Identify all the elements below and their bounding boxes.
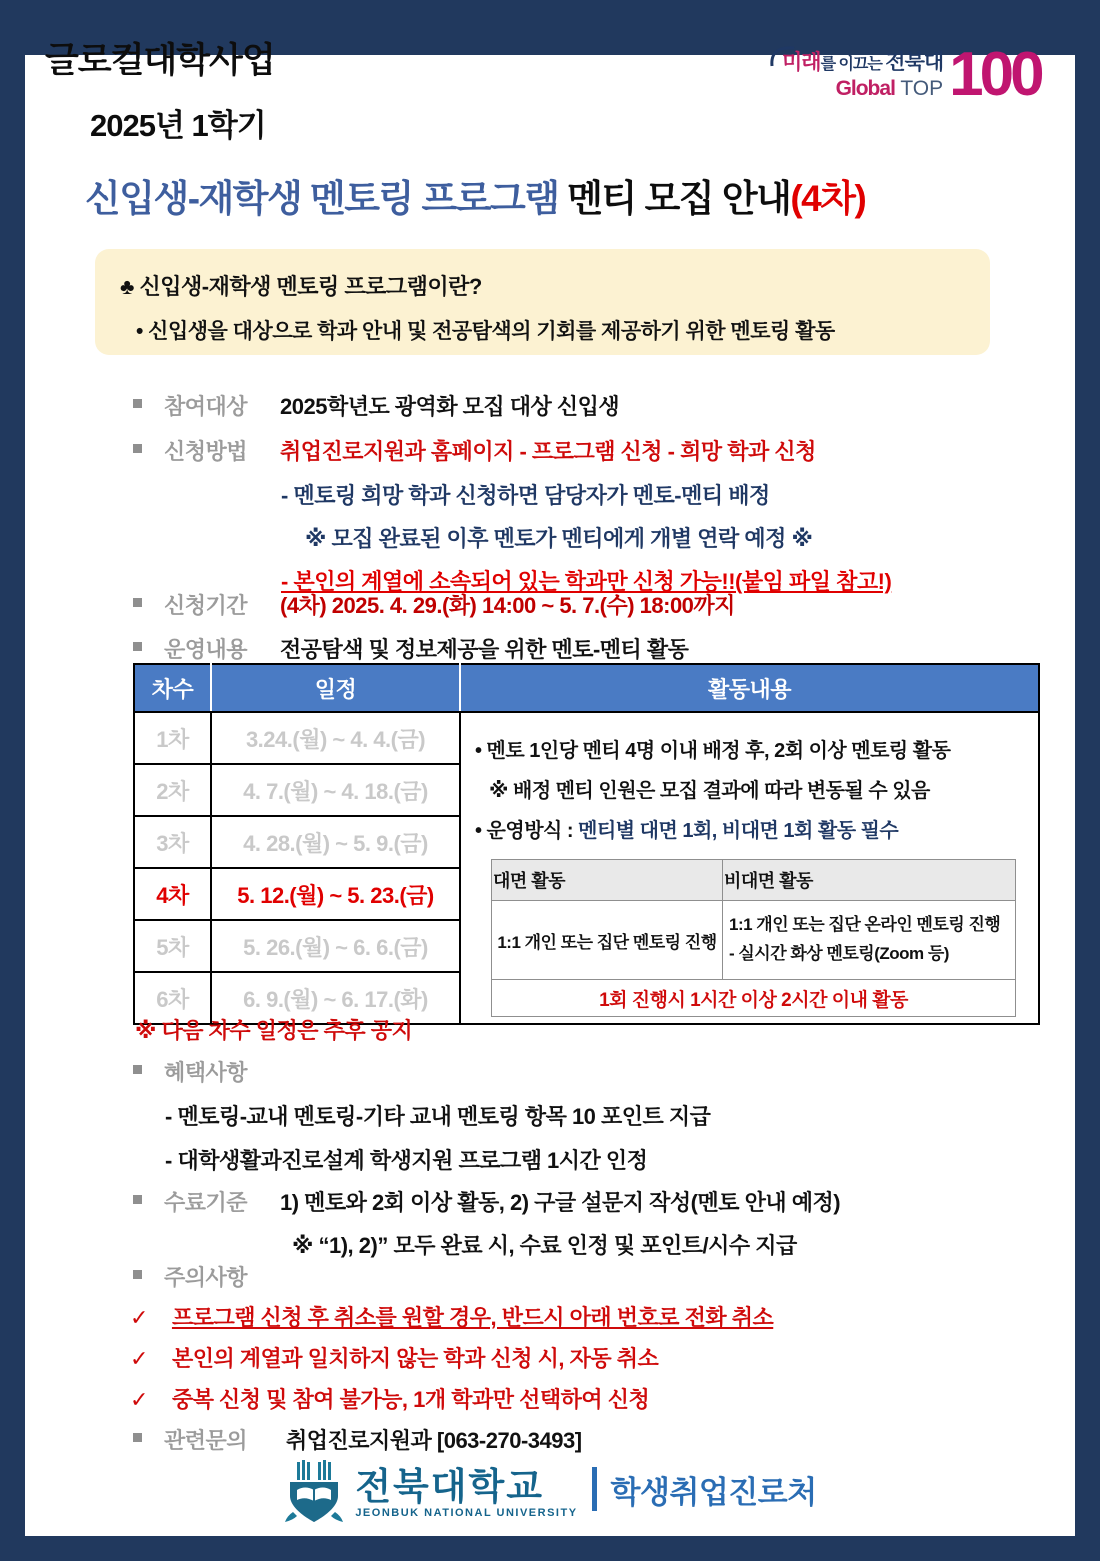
completion-subline: ※ “1), 2)” 모두 완료 시, 수료 인정 및 포인트/시수 지급 [292,1233,797,1258]
period-cell: 4. 7.(월) ~ 4. 18.(금) [211,764,460,816]
info-row-method [133,435,816,466]
col-header-round: 차수 [134,664,211,712]
activity-cell [460,712,1039,1024]
caution-line-1: ✓ 프로그램 신청 후 취소를 원할 경우, 반드시 아래 번호로 전화 취소 [130,1305,774,1330]
university-name-block [355,1465,578,1519]
logo-number-100: 100 [949,40,1041,109]
round-cell: 4차 [134,868,211,920]
period-cell: 5. 26.(월) ~ 6. 6.(금) [211,920,460,972]
footer-divider [592,1467,597,1511]
method-label: 신청방법 [164,439,248,464]
activity-type-footer-row [492,980,1016,1017]
method-subline-3: - 본인의 계열에 소속되어 있는 학과만 신청 가능!!(붙임 파일 참고!) [281,569,892,594]
square-bullet-icon [133,444,142,453]
square-bullet-icon [133,399,142,408]
caution-label: 주의사항 [164,1265,248,1290]
target-label: 참여대상 [164,394,248,419]
period-cell: 6. 9.(월) ~ 6. 17.(화) [211,972,460,1024]
intro-body: • 신입생을 대상으로 학과 안내 및 전공탐색의 기회를 제공하기 위한 멘토링 활동 [136,320,835,343]
benefit-label: 혜택사항 [164,1060,248,1085]
program-name: 글로컬대학사업 [45,41,275,80]
online-cell [723,901,1016,980]
activity-type-header-row [492,860,1016,901]
university-name-kr: 전북대학교 [355,1465,545,1507]
page-title [85,168,865,222]
schedule-header-row [134,664,1039,712]
method-subline-1: - 멘토링 희망 학과 신청하면 담당자가 멘토-멘티 배정 [281,483,770,508]
target-value: 2025학년도 광역화 모집 대상 신입생 [280,394,620,419]
period-value: (4차) 2025. 4. 29.(화) 14:00 ~ 5. 7.(수) 18:00까지 [280,593,735,618]
completion-label: 수료기준 [164,1190,248,1215]
info-row-target [133,390,619,421]
frame-bottom [0,1536,1100,1561]
period-cell: 3.24.(월) ~ 4. 4.(금) [211,712,460,764]
title-recruit-part: 멘티 모집 안내 [558,178,791,219]
benefit-line-1: - 멘토링-교내 멘토링-기타 교내 멘토링 항목 10 포인트 지급 [165,1104,711,1129]
method-value: 취업진로지원과 홈페이지 - 프로그램 신청 - 희망 학과 신청 [280,439,816,464]
footer-logo [0,1460,1100,1526]
activity-line-2: ※ 배정 멘티 인원은 모집 결과에 따라 변동될 수 있음 [489,780,930,802]
info-row-completion [133,1186,840,1217]
info-row-benefit [133,1056,280,1087]
contact-label: 관련문의 [164,1428,248,1453]
department-name: 학생취업진로처 [610,1474,817,1510]
check-icon: ✓ [130,1305,148,1330]
info-row-content [133,633,688,664]
col-header-period: 일정 [211,664,460,712]
check-icon: ✓ [130,1387,148,1412]
intro-heading: ♣ 신입생-재학생 멘토링 프로그램이란? [120,274,482,299]
completion-value: 1) 멘토와 2회 이상 활동, 2) 구글 설문지 작성(멘토 안내 예정) [280,1190,841,1215]
round-cell: 1차 [134,712,211,764]
university-name-en: JEONBUK NATIONAL UNIVERSITY [355,1506,578,1519]
round-cell: 2차 [134,764,211,816]
logo-text [782,50,943,103]
title-round-part: (4차) [790,178,866,219]
activity-line-3 [475,811,1028,851]
logo-swoosh-icon [768,42,798,68]
square-bullet-icon [133,1195,142,1204]
schedule-table [133,663,1040,1025]
activity-type-table [491,859,1016,1017]
method-subline-2: ※ 모집 완료된 이후 멘토가 멘티에게 개별 연락 예정 ※ [305,526,813,551]
caution-line-2: ✓ 본인의 계열과 일치하지 않는 학과 신청 시, 자동 취소 [130,1346,659,1371]
info-row-contact [133,1424,582,1455]
duration-note: 1회 진행시 1시간 이상 2시간 이내 활동 [492,980,1016,1017]
frame-left [0,0,25,1561]
logo-line1: 미래를 이끄는 전북대 [782,51,944,74]
frame-right [1075,0,1100,1561]
face-to-face-cell: 1:1 개인 또는 집단 멘토링 진행 [492,901,723,980]
square-bullet-icon [133,1065,142,1074]
activity-line3-black: • 운영방식 : [475,820,579,842]
semester-title: 2025년 1학기 [90,108,266,143]
content-value: 전공탐색 및 정보제공을 위한 멘토-멘티 활동 [280,637,689,662]
square-bullet-icon [133,642,142,651]
round-cell: 5차 [134,920,211,972]
period-label: 신청기간 [164,593,248,618]
square-bullet-icon [133,598,142,607]
activity-type-body-row [492,901,1016,980]
col-header-activity: 활동내용 [460,664,1039,712]
online-cell-line1: 1:1 개인 또는 집단 온라인 멘토링 진행 [729,915,1001,935]
caution-line-3: ✓ 중복 신청 및 참여 불가능, 1개 학과만 선택하여 신청 [130,1387,650,1412]
square-bullet-icon [133,1433,142,1442]
intro-box [95,249,990,355]
jbnu-emblem-icon [283,1460,345,1526]
online-header: 비대면 활동 [723,860,1016,901]
online-cell-line2: - 실시간 화상 멘토링(Zoom 등) [729,944,949,963]
square-bullet-icon [133,1270,142,1279]
round-cell: 3차 [134,816,211,868]
contact-value: 취업진로지원과 [063-270-3493] [286,1428,582,1453]
content-label: 운영내용 [164,637,248,662]
face-to-face-header: 대면 활동 [492,860,723,901]
logo-line2: Global TOP [835,77,944,101]
info-row-period [133,589,735,620]
info-row-caution [133,1261,280,1292]
next-round-notice: ※ 다음 차수 일정은 추후 공지 [135,1018,413,1043]
activity-line3-blue: 멘티별 대면 1회, 비대면 1회 활동 필수 [578,820,899,842]
benefit-line-2: - 대학생활과진로설계 학생지원 프로그램 1시간 인정 [165,1148,648,1173]
global-top100-logo [782,40,1041,109]
period-cell: 4. 28.(월) ~ 5. 9.(금) [211,816,460,868]
activity-line-1: • 멘토 1인당 멘티 4명 이내 배정 후, 2회 이상 멘토링 활동 [475,740,951,762]
check-icon: ✓ [130,1346,148,1371]
round-cell: 6차 [134,972,211,1024]
schedule-row-1 [134,712,1039,764]
title-program-part: 신입생-재학생 멘토링 프로그램 [85,178,559,219]
period-cell: 5. 12.(월) ~ 5. 23.(금) [211,868,460,920]
